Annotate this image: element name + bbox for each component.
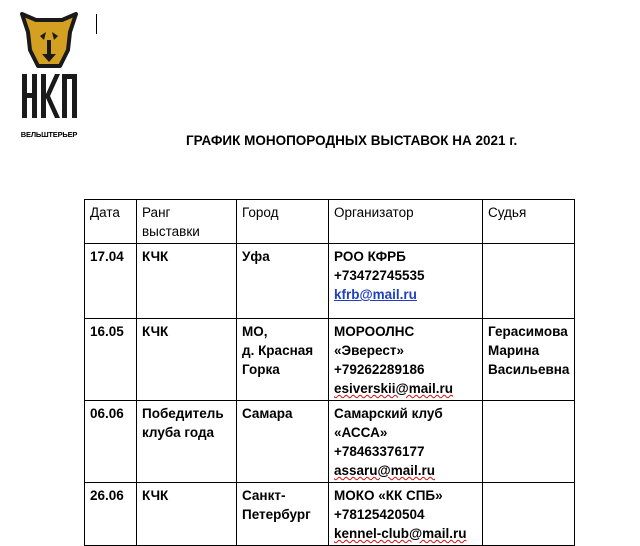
table-row: [85, 319, 575, 401]
page-title: ГРАФИК МОНОПОРОДНЫХ ВЫСТАВОК НА 2021 г.: [186, 133, 518, 148]
city-line: Санкт-: [242, 488, 286, 503]
cell-date: 26.06: [85, 483, 137, 546]
organizer-name: «Эверест»: [334, 343, 404, 358]
organizer-name: Самарский клуб: [334, 406, 443, 421]
judge-line: Герасимова: [488, 324, 568, 339]
city-line: МО,: [242, 324, 268, 339]
cell-date: 16.05: [85, 319, 137, 401]
cell-rank: КЧК: [137, 319, 237, 401]
cell-city: Самара: [237, 401, 329, 483]
header-date: Дата: [85, 200, 137, 244]
organizer-name: МОКО «КК СПБ»: [334, 488, 443, 503]
cell-judge: [483, 401, 575, 483]
cell-judge: [483, 244, 575, 319]
cell-rank: [137, 401, 237, 483]
city-line: Петербург: [242, 507, 311, 522]
judge-line: Васильевна: [488, 362, 570, 377]
cell-organizer: [329, 319, 483, 401]
cell-judge: [483, 319, 575, 401]
rank-line: клуба года: [142, 425, 215, 440]
city-line: д. Красная: [242, 343, 314, 358]
cell-judge: [483, 483, 575, 546]
judge-line: Марина: [488, 343, 540, 358]
cell-organizer: [329, 244, 483, 319]
organizer-phone: +78463376177: [334, 444, 425, 459]
cell-organizer: [329, 483, 483, 546]
cell-rank: КЧК: [137, 483, 237, 546]
logo-subtitle: ВЕЛЬШТЕРЬЕР: [20, 130, 78, 139]
organizer-phone: +78125420504: [334, 507, 425, 522]
organizer-phone: +79262289186: [334, 362, 425, 377]
table-row: [85, 244, 575, 319]
header-city: Город: [237, 200, 329, 244]
text-cursor: [96, 14, 97, 34]
cell-city: [237, 483, 329, 546]
organizer-email-link[interactable]: kfrb@mail.ru: [334, 287, 417, 302]
cell-date: 17.04: [85, 244, 137, 319]
cell-city: [237, 319, 329, 401]
table-header-row: [85, 200, 575, 244]
header-rank: Ранг выставки: [137, 200, 237, 244]
organizer-email: assaru@mail.ru: [334, 463, 435, 478]
header-judge: Судья: [483, 200, 575, 244]
organizer-email: esiverskii@mail.ru: [334, 381, 453, 396]
organizer-phone: +73472745535: [334, 268, 425, 283]
rank-line: Победитель: [142, 406, 224, 421]
organizer-name: МОРООЛНС: [334, 324, 415, 339]
cell-date: 06.06: [85, 401, 137, 483]
shows-table: [84, 199, 575, 546]
cell-organizer: [329, 401, 483, 483]
club-logo: [18, 10, 80, 150]
table-row: [85, 401, 575, 483]
welsh-terrier-logo-icon: [18, 10, 80, 128]
organizer-email: kennel-club@mail.ru: [334, 526, 467, 541]
cell-rank: КЧК: [137, 244, 237, 319]
cell-city: Уфа: [237, 244, 329, 319]
organizer-name: РОО КФРБ: [334, 249, 406, 264]
city-line: Горка: [242, 362, 280, 377]
header-organizer: Организатор: [329, 200, 483, 244]
organizer-name: «АССА»: [334, 425, 388, 440]
table-row: [85, 483, 575, 546]
